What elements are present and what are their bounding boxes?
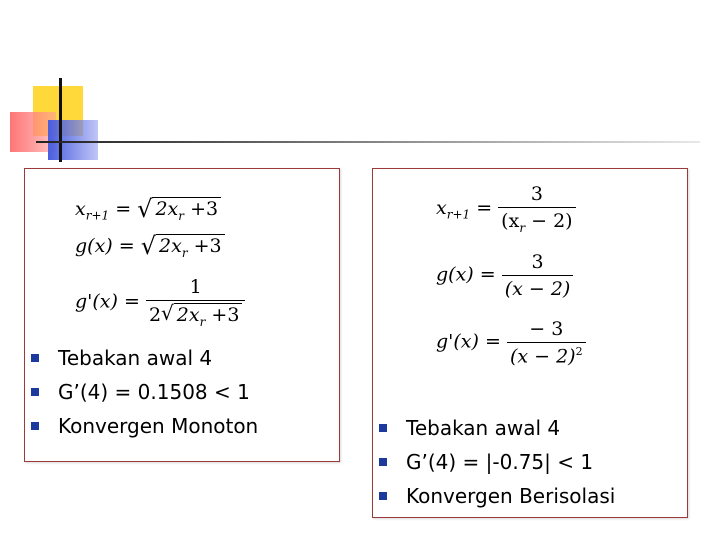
right-formula-gprime: g'(x) = $\frac{- 3}{(x - 2)^2}$: [436, 318, 586, 367]
decor-blue-square: [48, 120, 98, 160]
bullet-square-icon: [379, 458, 387, 466]
left-formula-iteration: $x_{r+1}$ = √ $2x_r +3$: [75, 197, 221, 223]
bullet-square-icon: [31, 354, 39, 362]
right-formula-g: g(x) = $\frac{3}{(x - 2)}$: [436, 251, 573, 300]
left-formula-g: g(x) = √ $2x_r +3$: [75, 234, 225, 260]
list-item: Konvergen Monoton: [24, 409, 258, 443]
right-formula-iteration: $x_{r+1}$ = $\frac{3}{(x_r - 2)}$: [436, 183, 576, 235]
bullet-square-icon: [31, 422, 39, 430]
decor-vertical-line: [59, 78, 62, 162]
list-item: G’(4) = |-0.75| < 1: [372, 445, 615, 479]
list-item: Tebakan awal 4: [24, 341, 258, 375]
title-divider-line: [36, 141, 700, 143]
list-item: G’(4) = 0.1508 < 1: [24, 375, 258, 409]
bullet-square-icon: [31, 388, 39, 396]
left-bullet-list: [24, 341, 258, 443]
bullet-square-icon: [379, 492, 387, 500]
list-item: Tebakan awal 4: [372, 411, 615, 445]
left-formula-gprime: g'(x) = 1 2 √ $2x_r +3$: [75, 276, 245, 329]
list-item: Konvergen Berisolasi: [372, 479, 615, 513]
right-bullet-list: [372, 411, 615, 513]
bullet-square-icon: [379, 424, 387, 432]
